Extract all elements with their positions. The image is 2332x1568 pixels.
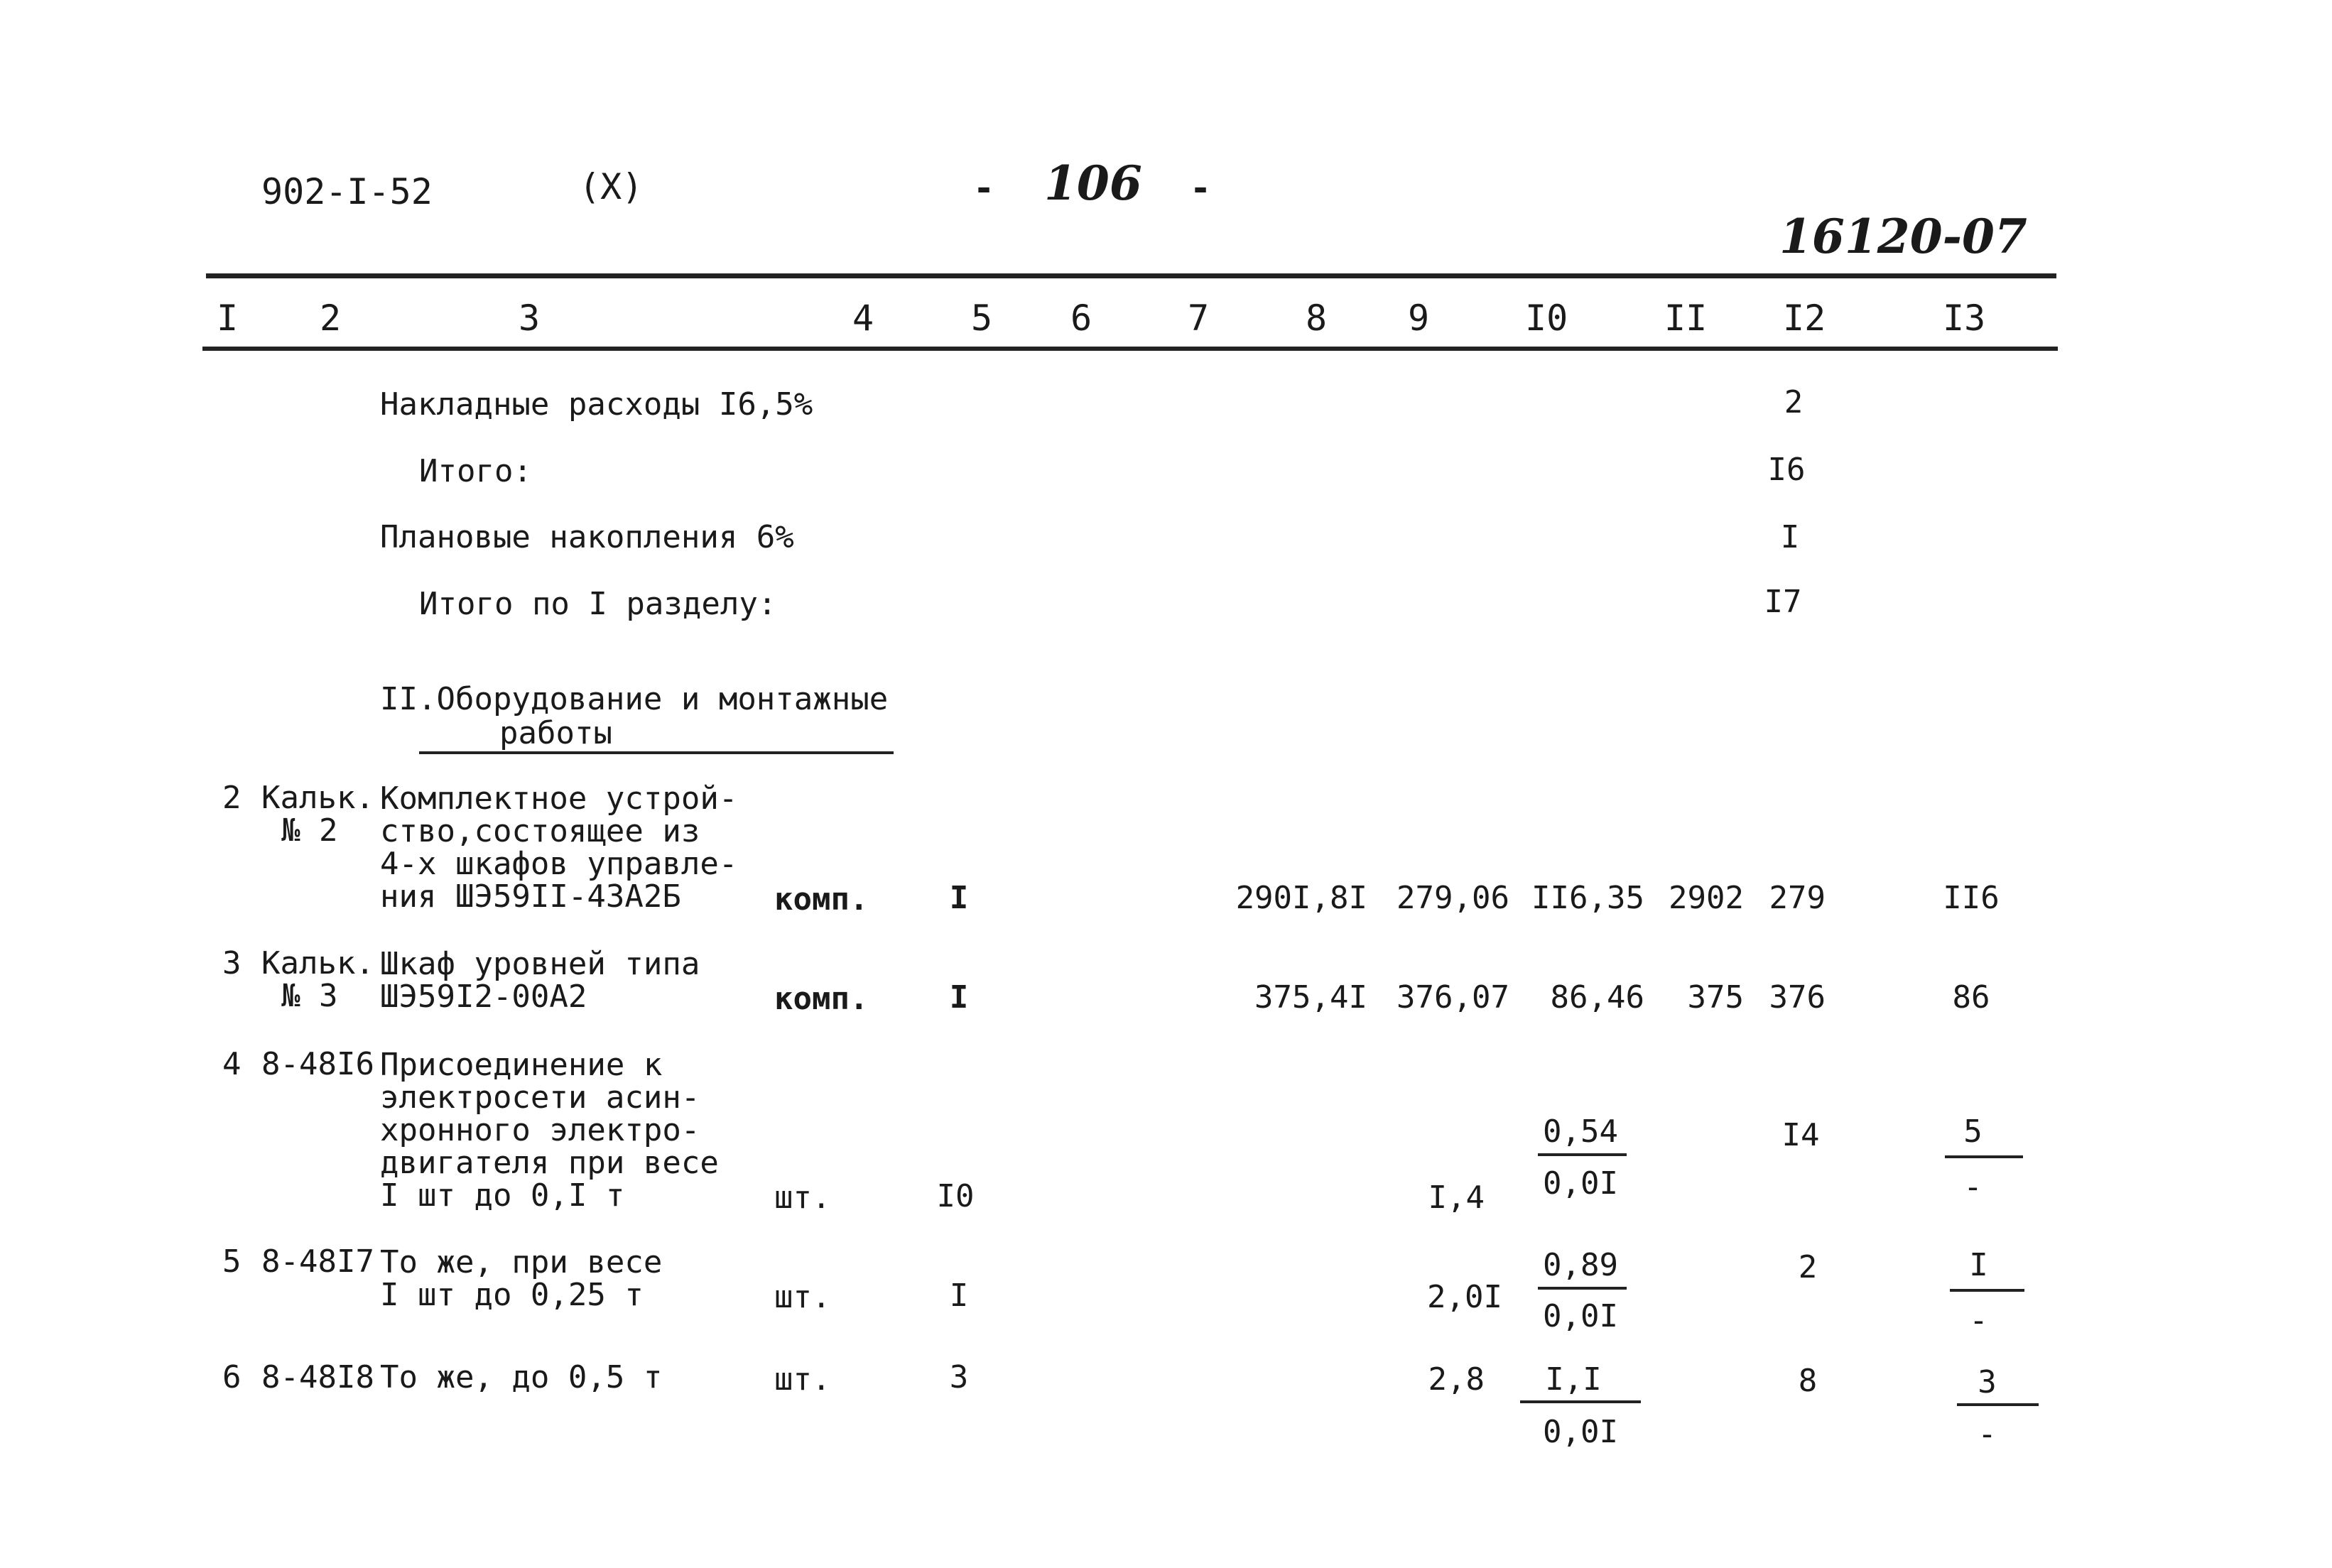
cell-col10-bottom: 0,0I <box>1543 1414 1618 1450</box>
unit: шт. <box>774 1361 831 1398</box>
quantity: 3 <box>949 1359 969 1395</box>
cell-col13-bottom: - <box>1963 1169 1983 1205</box>
cell-col13-bottom: - <box>1969 1302 1988 1339</box>
column-header-5: 5 <box>971 298 993 339</box>
norm-code: 8-48I6 <box>261 1046 374 1082</box>
column-header-13: I3 <box>1943 298 1986 339</box>
row-number: 2 <box>222 780 242 816</box>
unit: шт. <box>774 1279 831 1315</box>
calc-reference: Кальк. <box>261 945 374 981</box>
cell-col8: 375,4I <box>1254 979 1367 1016</box>
column-header-10: I0 <box>1525 298 1568 339</box>
unit: комп. <box>774 981 869 1017</box>
section-title: II.Оборудование и монтажные <box>380 681 889 717</box>
page-dash-right: - <box>1190 168 1212 209</box>
cell-col13-top: I <box>1969 1247 1988 1283</box>
unit: комп. <box>774 881 869 918</box>
item-description: То же, до 0,5 т <box>380 1359 663 1395</box>
cell-col9: I,4 <box>1428 1180 1485 1216</box>
fraction-bar <box>1957 1403 2039 1406</box>
cell-col10-bottom: 0,0I <box>1543 1165 1618 1202</box>
row-number: 6 <box>222 1359 242 1395</box>
row-number: 5 <box>222 1243 242 1280</box>
column-header-3: 3 <box>519 298 541 339</box>
header-top-rule <box>206 273 2056 278</box>
cell-col10: 86,46 <box>1550 979 1644 1016</box>
page-number: 106 <box>1044 156 1142 211</box>
section-subtitle: работы <box>499 715 612 751</box>
quantity: I0 <box>936 1178 975 1214</box>
column-header-1: I <box>217 298 239 339</box>
fraction-bar <box>1538 1153 1627 1156</box>
cell-col9: 2,8 <box>1428 1361 1485 1398</box>
item-description: Шкаф уровней типа ШЭ59I2-00А2 <box>380 946 700 1015</box>
norm-code: 8-48I8 <box>261 1359 374 1395</box>
total-label: Итого: <box>419 453 532 489</box>
fraction-bar <box>1950 1289 2024 1292</box>
cell-col12: 279 <box>1769 880 1826 916</box>
cell-col10-top: 0,54 <box>1543 1114 1618 1150</box>
column-header-9: 9 <box>1408 298 1430 339</box>
cell-col12: 2 <box>1798 1249 1818 1285</box>
cell-col10: II6,35 <box>1531 880 1644 916</box>
cell-col10-top: I,I <box>1545 1361 1602 1398</box>
planned-savings-value: I <box>1780 519 1800 555</box>
fraction-bar <box>1520 1400 1641 1403</box>
column-header-6: 6 <box>1070 298 1092 339</box>
cell-col12: 8 <box>1798 1363 1818 1399</box>
row-number: 3 <box>222 945 242 981</box>
column-header-4: 4 <box>852 298 874 339</box>
column-header-8: 8 <box>1306 298 1328 339</box>
planned-savings-label: Плановые накопления 6% <box>380 519 794 555</box>
column-header-7: 7 <box>1188 298 1210 339</box>
handwritten-stamp: 16120-07 <box>1779 209 2027 264</box>
column-header-2: 2 <box>320 298 342 339</box>
cell-col13-top: 5 <box>1963 1114 1983 1150</box>
cell-col9: 279,06 <box>1397 880 1509 916</box>
fraction-bar <box>1538 1287 1627 1290</box>
section-total-label: Итого по I разделу: <box>419 586 777 622</box>
quantity: I <box>949 880 969 916</box>
calc-number: № 3 <box>281 978 338 1014</box>
calc-number: № 2 <box>281 812 338 849</box>
section-total-value: I7 <box>1764 584 1802 620</box>
column-header-12: I2 <box>1783 298 1826 339</box>
item-description: Присоединение к электросети асин- хронного электро- двигателя при весе I шт до 0,I т <box>380 1047 719 1214</box>
cell-col9: 2,0I <box>1427 1279 1502 1315</box>
cell-col13-top: 3 <box>1978 1364 1997 1400</box>
total-value: I6 <box>1767 452 1806 488</box>
cell-col13: II6 <box>1943 880 2000 916</box>
calc-reference: Кальк. <box>261 780 374 816</box>
item-description: То же, при весе I шт до 0,25 т <box>380 1244 663 1313</box>
quantity: I <box>949 1278 969 1314</box>
quantity: I <box>949 979 969 1016</box>
cell-col11: 375 <box>1687 979 1744 1016</box>
header-bottom-rule <box>202 347 2058 351</box>
section-mark: (X) <box>579 166 644 207</box>
section-title-underline <box>419 751 894 754</box>
row-number: 4 <box>222 1046 242 1082</box>
cell-col10-top: 0,89 <box>1543 1247 1618 1283</box>
cell-col13: 86 <box>1952 979 1990 1016</box>
cell-col9: 376,07 <box>1397 979 1509 1016</box>
cell-col10-bottom: 0,0I <box>1543 1298 1618 1334</box>
cell-col12: 376 <box>1769 979 1826 1016</box>
item-description: Комплектное устрой- ство,состоящее из 4-х шкафов управле- ния ШЭ59II-43А2Б <box>380 780 738 915</box>
page-dash-left: - <box>973 168 995 209</box>
fraction-bar <box>1945 1155 2023 1158</box>
cell-col13-bottom: - <box>1978 1416 1997 1452</box>
cell-col12: I4 <box>1781 1117 1820 1153</box>
cell-col11: 2902 <box>1669 880 1744 916</box>
norm-code: 8-48I7 <box>261 1243 374 1280</box>
column-header-11: II <box>1664 298 1708 339</box>
document-code: 902-I-52 <box>261 171 433 212</box>
overhead-label: Накладные расходы I6,5% <box>380 386 813 423</box>
unit: шт. <box>774 1180 831 1216</box>
cell-col8: 290I,8I <box>1235 880 1367 916</box>
overhead-value: 2 <box>1784 384 1804 420</box>
